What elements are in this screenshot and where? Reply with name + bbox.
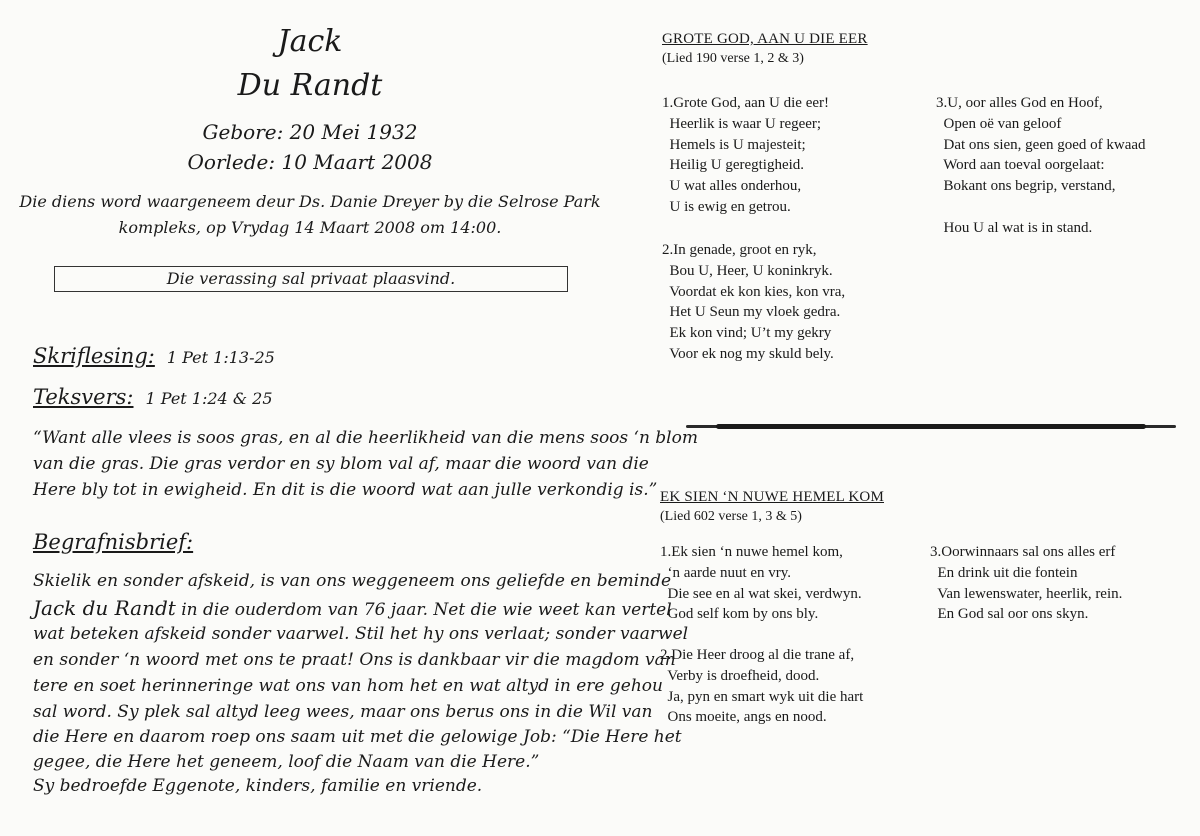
- hymn1-title: GROTE GOD, AAN U DIE EER: [662, 31, 868, 47]
- cremation-notice: Die verassing sal privaat plaasvind.: [166, 269, 456, 288]
- quote-line: Here bly tot in ewigheid. En dit is die woord wat aan julle verkondig is.”: [33, 480, 658, 500]
- obituary-line: Skielik en sonder afskeid, is van ons weggeneem ons geliefde en beminde: [33, 571, 672, 591]
- service-info-line-2: kompleks, op Vrydag 14 Maart 2008 om 14:00.: [118, 218, 502, 237]
- obituary-line: die Here en daarom roep ons saam uit met die gelowige Job: “Die Here het: [33, 727, 682, 747]
- obituary-signoff: Sy bedroefde Eggenote, kinders, familie en vriende.: [33, 776, 483, 796]
- hymn1-verse-3: 3.U, oor alles God en Hoof, Open oë van geloof Dat ons sien, geen goed of kwaad Word aan toeval oorgelaat: Bokant ons begrip, verstand, Hou U al wat is in stand.: [936, 95, 1146, 236]
- text-verse-ref: 1 Pet 1:24 & 25: [145, 389, 273, 408]
- hymn1-verse-2: 2.In genade, groot en ryk, Bou U, Heer, U koninkryk. Voordat ek kon kies, kon vra, Het U Seun my vloek gedra. Ek kon vind; U’t my gekry Voor ek nog my skuld bely.: [662, 242, 846, 362]
- scripture-reading-label: Skriflesing:: [33, 344, 155, 368]
- quote-line: “Want alle vlees is soos gras, en al die heerlikheid van die mens soos ‘n blom: [33, 428, 698, 448]
- hymn2-title: EK SIEN ‘N NUWE HEMEL KOM: [660, 489, 884, 505]
- service-info-line-1: Die diens word waargeneem deur Ds. Danie Dreyer by die Selrose Park: [19, 192, 601, 211]
- birth-date: Gebore: 20 Mei 1932: [202, 120, 418, 144]
- section-divider: [686, 425, 1176, 428]
- obituary-line: sal word. Sy plek sal altyd leeg wees, maar ons berus ons in die Wil van: [33, 702, 653, 722]
- hymn2-verse-1: 1.Ek sien ‘n nuwe hemel kom, ‘n aarde nuut en vry. Die see en al wat skei, verdwyn. God self kom by ons bly.: [660, 544, 862, 623]
- hymn1-verse-1: 1.Grote God, aan U die eer! Heerlik is waar U regeer; Hemels is U majesteit; Heilig U geregtigheid. U wat alles onderhou, U is ewig en getrou.: [662, 95, 830, 215]
- cremation-notice-box: [54, 266, 568, 292]
- obituary-line: en sonder ‘n woord met ons te praat! Ons is dankbaar vir die magdom van: [33, 650, 676, 670]
- obituary-line-rest: in die ouderdom van 76 jaar. Net die wie weet kan vertel: [175, 600, 672, 620]
- hymn2-verse-3: 3.Oorwinnaars sal ons alles erf En drink uit die fontein Van lewenswater, heerlik, rein. En God sal oor ons skyn.: [930, 544, 1123, 623]
- text-verse-label: Teksvers:: [33, 385, 134, 409]
- scripture-reading: [33, 344, 275, 368]
- hymn2-verse-2: 2.Die Heer droog al die trane af, Verby is droefheid, dood. Ja, pyn en smart wyk uit die hart Ons moeite, angs en nood.: [660, 647, 864, 726]
- hymn2-subtitle: (Lied 602 verse 1, 3 & 5): [660, 509, 802, 524]
- obituary-heading: [33, 530, 193, 554]
- obituary-line: gegee, die Here het geneem, loof die Naam van die Here.”: [33, 752, 540, 772]
- deceased-first-name: Jack: [277, 24, 343, 59]
- obituary-deceased-name: Jack du Randt: [33, 596, 176, 620]
- scripture-reading-ref: 1 Pet 1:13-25: [166, 348, 275, 367]
- obituary-line-with-name: [33, 596, 672, 620]
- deceased-last-name: Du Randt: [237, 68, 383, 103]
- obituary-label: Begrafnisbrief:: [33, 530, 194, 554]
- obituary-line: wat beteken afskeid sonder vaarwel. Stil het hy ons verlaat; sonder vaarwel: [33, 624, 689, 644]
- hymn1-subtitle: (Lied 190 verse 1, 2 & 3): [662, 51, 804, 66]
- quote-line: van die gras. Die gras verdor en sy blom val af, maar die woord van die: [33, 454, 649, 474]
- death-date: Oorlede: 10 Maart 2008: [187, 150, 433, 174]
- text-verse: [33, 385, 273, 409]
- obituary-line: tere en soet herinneringe wat ons van hom het en wat altyd in ere gehou: [33, 676, 663, 696]
